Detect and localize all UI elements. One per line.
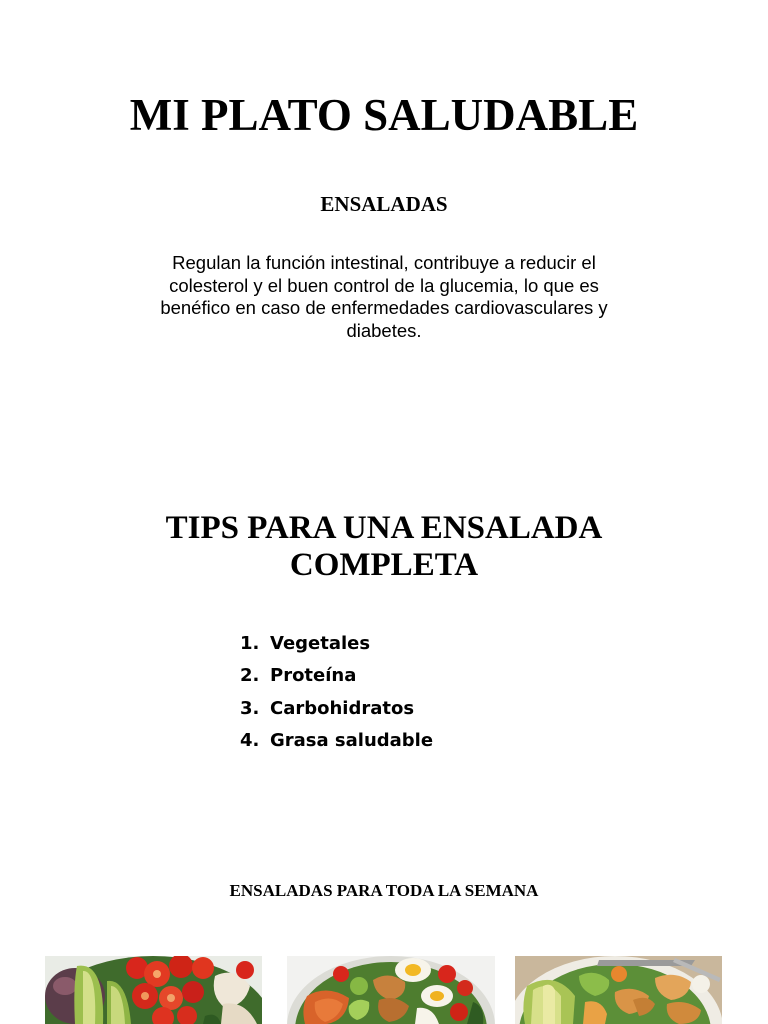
intro-line: benéfico en caso de enfermedades cardiovasculares y [160, 297, 608, 318]
intro-line: Regulan la función intestinal, contribuye a reducir el [172, 252, 596, 273]
intro-line: colesterol y el buen control de la glucemia, lo que es [169, 274, 599, 296]
list-item-number: 3. [240, 697, 260, 719]
list-item [240, 660, 433, 692]
tips-title-line: TIPS PARA UNA ENSALADA [165, 510, 603, 546]
list-item-label: Vegetales [270, 633, 371, 654]
list-item-number: 2. [240, 665, 260, 687]
week-salads-title: ENSALADAS PARA TODA LA SEMANA [229, 881, 539, 900]
list-item-label: Carbohidratos [270, 697, 415, 719]
salad-photo-shrimp-egg [287, 956, 495, 1024]
list-item-number: 1. [240, 633, 260, 654]
intro-line: diabetes. [346, 319, 422, 341]
list-item [240, 725, 433, 757]
salad-photo-tomato-avocado [45, 956, 262, 1024]
page-title: MI PLATO SALUDABLE [129, 90, 639, 140]
section-heading-ensaladas: ENSALADAS [320, 192, 448, 216]
list-item [240, 693, 433, 725]
tips-list [240, 628, 433, 757]
list-item-label: Proteína [270, 665, 357, 687]
tips-title-line: COMPLETA [289, 547, 479, 583]
tips-title [0, 510, 768, 584]
list-item-number: 4. [240, 729, 260, 751]
intro-paragraph [124, 252, 644, 342]
list-item [240, 628, 433, 660]
salad-photo-chicken-avocado [515, 956, 722, 1024]
list-item-label: Grasa saludable [270, 729, 434, 751]
